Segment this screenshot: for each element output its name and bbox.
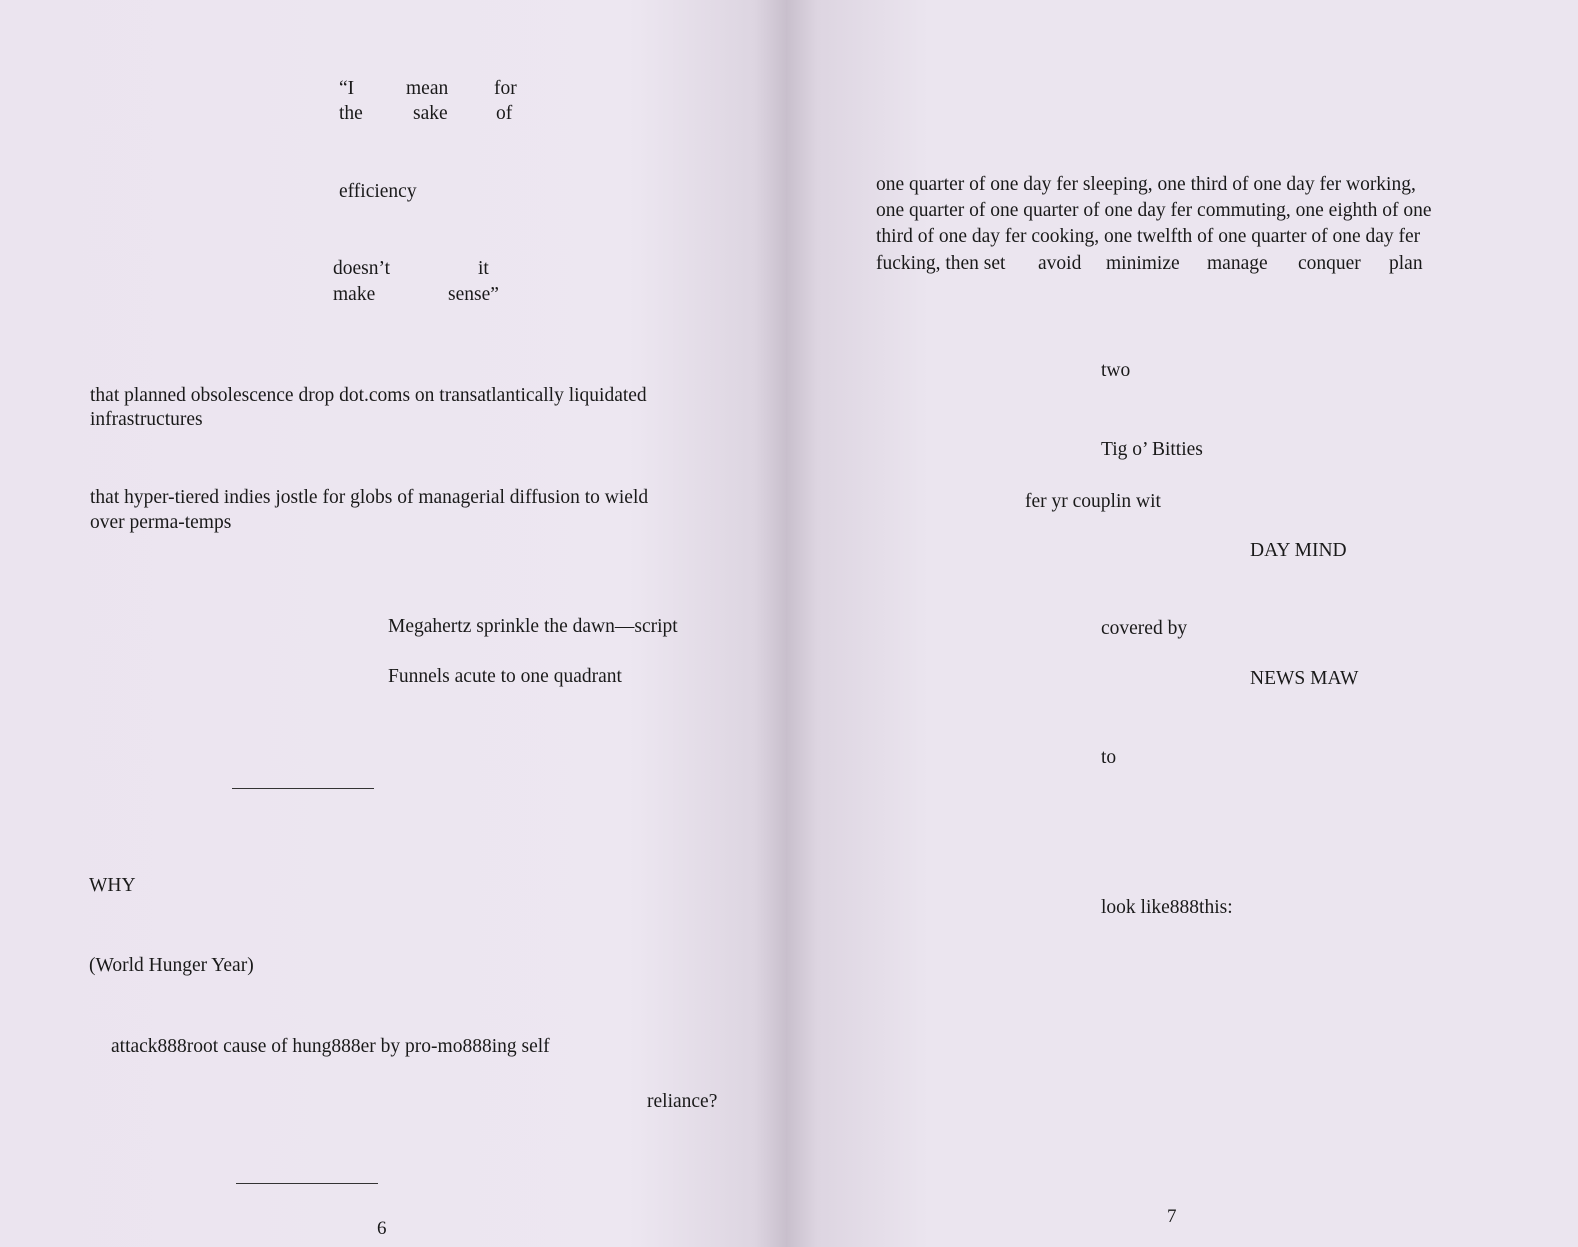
left-page	[0, 0, 786, 1247]
page-number: 7	[1167, 1206, 1177, 1227]
right-page	[786, 0, 1578, 1247]
two-word: two	[1101, 360, 1131, 381]
couplin-line: fer yr couplin wit	[1025, 491, 1161, 512]
paragraph-line: that planned obsolescence drop dot.coms on transatlantically liquidated	[90, 385, 647, 406]
covered-by-line: covered by	[1101, 618, 1188, 639]
quote-word: it	[478, 258, 489, 279]
prose-word: manage	[1207, 253, 1268, 274]
news-maw-line: NEWS MAW	[1250, 668, 1359, 689]
paragraph-line: over perma-temps	[90, 512, 232, 533]
prose-line: one quarter of one day fer sleeping, one third of one day fer working,	[876, 174, 1416, 195]
quote-word: “I	[339, 78, 355, 99]
quote-word: for	[494, 78, 517, 99]
quote-word: make	[333, 284, 376, 305]
page-number: 6	[377, 1218, 387, 1239]
why-heading: WHY	[89, 875, 136, 896]
look-like-line: look like888this:	[1101, 897, 1233, 918]
paragraph-line: infrastructures	[90, 409, 203, 430]
quote-word: the	[339, 103, 363, 124]
world-hunger-line: (World Hunger Year)	[89, 955, 254, 976]
quote-word: mean	[406, 78, 449, 99]
attack-line: attack888root cause of hung888er by pro-mo888ing self	[111, 1036, 550, 1057]
divider-rule	[236, 1183, 378, 1184]
quote-word: sake	[413, 103, 448, 124]
prose-line: one quarter of one quarter of one day fer commuting, one eighth of one	[876, 200, 1432, 221]
prose-word: minimize	[1106, 253, 1180, 274]
quote-word: of	[496, 103, 513, 124]
prose-word: plan	[1389, 253, 1423, 274]
paragraph-line: that hyper-tiered indies jostle for globs of managerial diffusion to wield	[90, 487, 649, 508]
prose-line: third of one day fer cooking, one twelfth of one quarter of one day fer	[876, 226, 1421, 247]
day-mind-line: DAY MIND	[1250, 540, 1347, 561]
divider-rule	[232, 788, 374, 789]
quote-word: doesn’t	[333, 258, 391, 279]
prose-word: conquer	[1298, 253, 1361, 274]
to-word: to	[1101, 747, 1117, 768]
funnels-line: Funnels acute to one quadrant	[388, 666, 622, 687]
quote-word: sense”	[448, 284, 499, 305]
tig-line: Tig o’ Bitties	[1101, 439, 1203, 460]
reliance-line: reliance?	[647, 1091, 718, 1112]
megahertz-line: Megahertz sprinkle the dawn—script	[388, 616, 678, 637]
efficiency-word: efficiency	[339, 181, 417, 202]
prose-word: avoid	[1038, 253, 1082, 274]
prose-word: fucking, then set	[876, 253, 1006, 274]
